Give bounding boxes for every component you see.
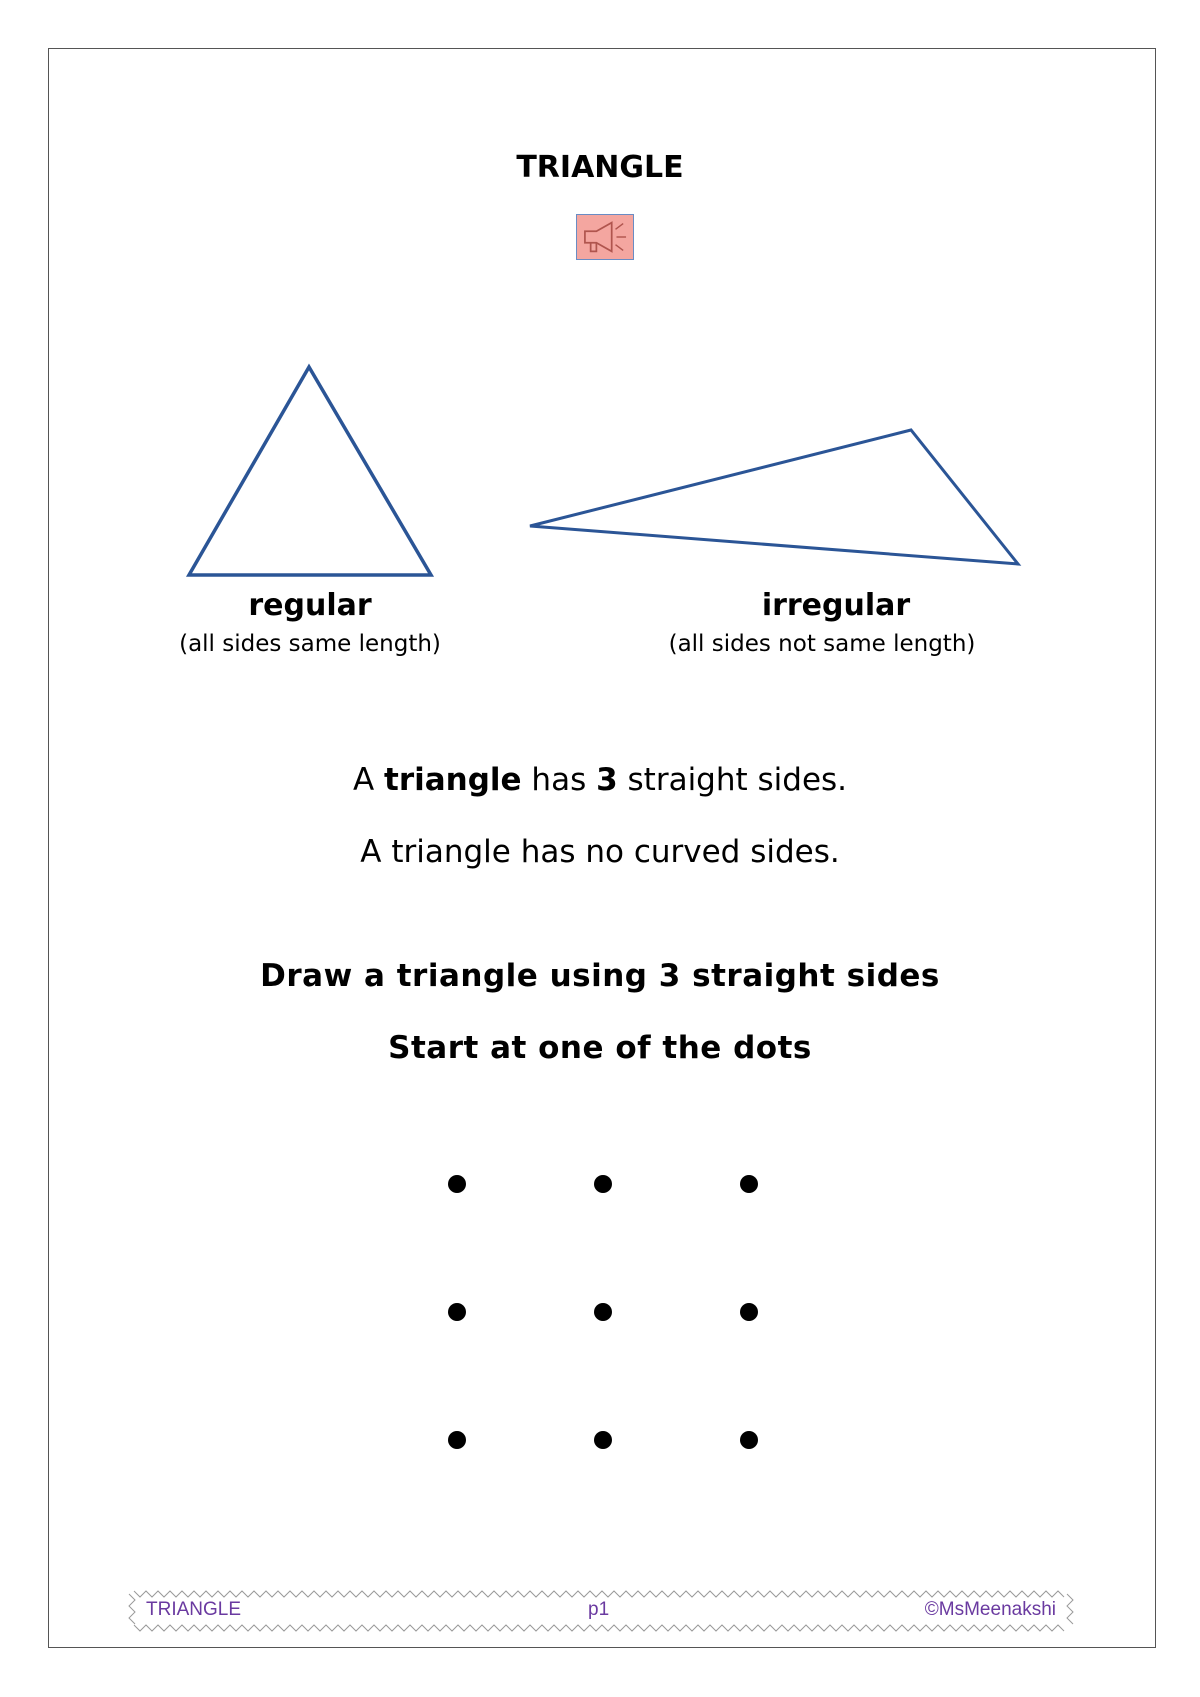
- irregular-label: irregular: [761, 588, 911, 623]
- instruction-draw: Draw a triangle using 3 straight sides: [260, 958, 940, 994]
- grid-dot[interactable]: [594, 1303, 612, 1321]
- grid-dot[interactable]: [448, 1175, 466, 1193]
- irregular-triangle: [530, 430, 1018, 564]
- footer-page-number: p1: [588, 1599, 610, 1620]
- regular-description: (all sides same length): [179, 631, 441, 657]
- instruction-start: Start at one of the dots: [388, 1030, 812, 1066]
- footer-title: TRIANGLE: [146, 1599, 242, 1620]
- triangles-illustration: [0, 0, 1200, 620]
- fact-emphasis-triangle: triangle: [384, 762, 522, 798]
- grid-dot[interactable]: [448, 1431, 466, 1449]
- irregular-description: (all sides not same length): [668, 631, 976, 657]
- fact-text: straight sides.: [617, 762, 848, 798]
- grid-dot[interactable]: [740, 1303, 758, 1321]
- fact-straight-sides: [0, 762, 1200, 798]
- regular-label: regular: [248, 588, 372, 623]
- fact-text: has: [521, 762, 597, 798]
- page-title: TRIANGLE: [516, 150, 684, 185]
- regular-triangle: [189, 367, 431, 575]
- grid-dot[interactable]: [740, 1175, 758, 1193]
- grid-dot[interactable]: [594, 1431, 612, 1449]
- grid-dot[interactable]: [594, 1175, 612, 1193]
- page-footer: [128, 1590, 1074, 1632]
- fact-no-curved-sides: A triangle has no curved sides.: [360, 834, 840, 870]
- grid-dot[interactable]: [740, 1431, 758, 1449]
- grid-dot[interactable]: [448, 1303, 466, 1321]
- footer-copyright: ©MsMeenakshi: [924, 1599, 1056, 1620]
- fact-emphasis-count: 3: [596, 762, 618, 798]
- fact-text: A: [352, 762, 385, 798]
